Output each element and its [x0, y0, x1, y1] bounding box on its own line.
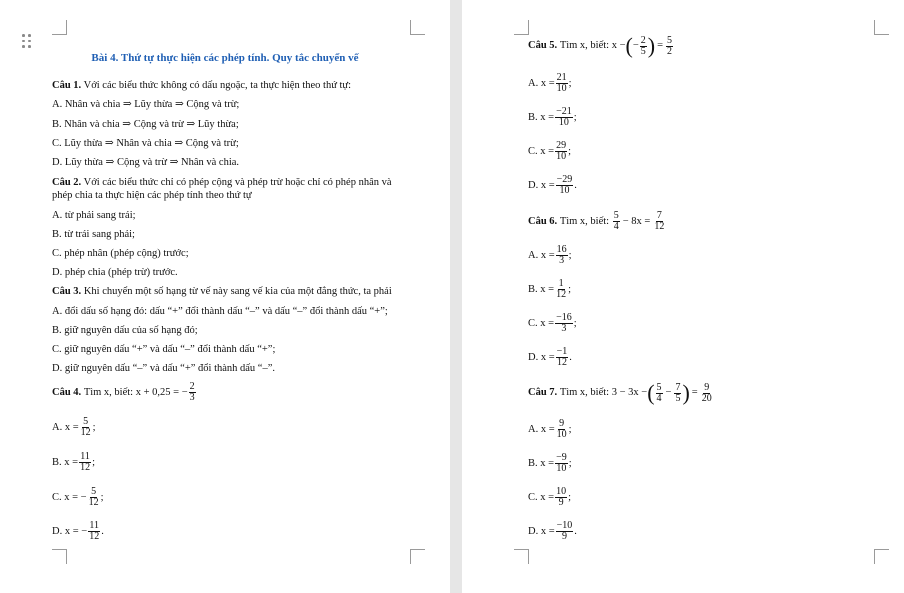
question-5: Câu 5. Tìm x, biết: x − ( − $\frac{2}{5}$ ) = $\frac{5}{2}$: [528, 33, 673, 58]
q1-option-a[interactable]: A. Nhân và chia ⇒ Lũy thừa ⇒ Cộng và trừ;: [52, 99, 240, 110]
q3-option-c[interactable]: C. giữ nguyên dấu “+” và dấu “–” đổi thành dấu “+”;: [52, 344, 276, 355]
question-text: Với các biểu thức không có dấu ngoặc, ta thực hiện theo thứ tự:: [83, 80, 352, 91]
q4-option-c[interactable]: C. x = − $\frac{5}{12}$ ;: [52, 486, 104, 508]
question-text: Tìm x, biết:: [83, 386, 134, 398]
q1-option-d[interactable]: D. Lũy thừa ⇒ Cộng và trừ ⇒ Nhân và chia.: [52, 157, 240, 168]
q5-option-c[interactable]: C. x = $\frac{29}{10}$ ;: [528, 140, 571, 162]
q1-option-b[interactable]: B. Nhân và chia ⇒ Cộng và trừ ⇒ Lũy thừa;: [52, 119, 239, 130]
crop-mark-bottom-right: [410, 549, 425, 564]
crop-mark-top-left: [514, 20, 529, 35]
q7-option-b[interactable]: B. x = $\frac{-9}{10}$ ;: [528, 452, 572, 474]
question-text: Tìm x, biết:: [559, 387, 610, 398]
q7-option-a[interactable]: A. x = $\frac{9}{10}$ ;: [528, 418, 572, 440]
q3-option-d[interactable]: D. giữ nguyên dấu “–” và dấu “+” đổi thành dấu “–”.: [52, 363, 275, 374]
question-label: Câu 4.: [52, 386, 82, 398]
q2-option-d[interactable]: D. phép chia (phép trừ) trước.: [52, 267, 178, 278]
q2-option-c[interactable]: C. phép nhân (phép cộng) trước;: [52, 248, 189, 259]
question-3: [52, 286, 392, 298]
crop-mark-top-left: [52, 20, 67, 35]
crop-mark-bottom-right: [874, 549, 889, 564]
question-label: Câu 3.: [52, 286, 82, 297]
q1-option-c[interactable]: C. Lũy thừa ⇒ Nhân và chia ⇒ Cộng và trừ;: [52, 138, 239, 149]
lesson-title: Bài 4. Thứ tự thực hiện các phép tính. Quy tắc chuyển vế: [91, 52, 359, 64]
q7-option-c[interactable]: C. x = $\frac{10}{9}$ ;: [528, 486, 571, 508]
question-label: Câu 1.: [52, 80, 82, 91]
q4-option-b[interactable]: B. x = $\frac{11}{12}$ ;: [52, 451, 95, 473]
drag-handle-icon[interactable]: [22, 34, 32, 48]
question-text: Khi chuyển một số hạng từ vế này sang vế kia của một đẳng thức, ta phải: [83, 286, 392, 297]
question-1: [52, 80, 351, 92]
q6-option-b[interactable]: B. x = $\frac{1}{12}$ ;: [528, 278, 571, 300]
question-label: Câu 2.: [52, 177, 82, 188]
q4-option-d[interactable]: D. x = − $\frac{11}{12}$ .: [52, 520, 104, 542]
crop-mark-bottom-left: [514, 549, 529, 564]
q2-option-b[interactable]: B. từ trái sang phải;: [52, 229, 135, 240]
question-2: [52, 177, 392, 189]
question-text: Tìm x, biết:: [559, 40, 610, 51]
question-7: Câu 7. Tìm x, biết: 3 − 3x − ( $\frac{5}{4}$ − $\frac{7}{5}$ ) = $\frac{9}{20}$: [528, 380, 712, 405]
q3-option-a[interactable]: A. đổi dấu số hạng đó: dấu “+” đổi thành dấu “–” và dấu “–” đổi thành dấu “+”;: [52, 306, 388, 317]
q5-option-a[interactable]: A. x = $\frac{21}{10}$ ;: [528, 72, 572, 94]
question-6: Câu 6. Tìm x, biết: $\frac{5}{4}$ − 8x = $\frac{7}{12}$: [528, 210, 665, 232]
q6-option-d[interactable]: D. x = $\frac{-1}{12}$ .: [528, 346, 572, 368]
crop-mark-bottom-left: [52, 549, 67, 564]
crop-mark-top-right: [874, 20, 889, 35]
document-page-left: [0, 0, 450, 593]
question-2-cont: phép chia ta thực hiện các phép tính theo thứ tự: [52, 190, 252, 201]
q5-option-b[interactable]: B. x = $\frac{-21}{10}$ ;: [528, 106, 577, 128]
question-text: Với các biểu thức chỉ có phép cộng và phép trừ hoặc chỉ có phép nhân và: [83, 177, 392, 188]
equation-fraction: $\frac{2}{3}$: [189, 381, 195, 403]
question-label: Câu 7.: [528, 387, 558, 398]
q6-option-c[interactable]: C. x = $\frac{-16}{3}$ ;: [528, 312, 577, 334]
crop-mark-top-right: [410, 20, 425, 35]
question-text: Tìm x, biết:: [559, 215, 610, 227]
q5-option-d[interactable]: D. x = $\frac{-29}{10}$ .: [528, 174, 577, 196]
question-4: [52, 382, 197, 403]
equation-lhs: x + 0,25 = −: [135, 386, 188, 398]
q2-option-a[interactable]: A. từ phải sang trái;: [52, 210, 136, 221]
question-label: Câu 6.: [528, 215, 558, 227]
q7-option-d[interactable]: D. x = $\frac{-10}{9}$ .: [528, 520, 577, 542]
document-page-right: [462, 0, 904, 593]
q6-option-a[interactable]: A. x = $\frac{16}{3}$ ;: [528, 244, 572, 266]
question-label: Câu 5.: [528, 40, 558, 51]
q4-option-a[interactable]: A. x = $\frac{5}{12}$ ;: [52, 416, 96, 438]
q3-option-b[interactable]: B. giữ nguyên dấu của số hạng đó;: [52, 325, 198, 336]
